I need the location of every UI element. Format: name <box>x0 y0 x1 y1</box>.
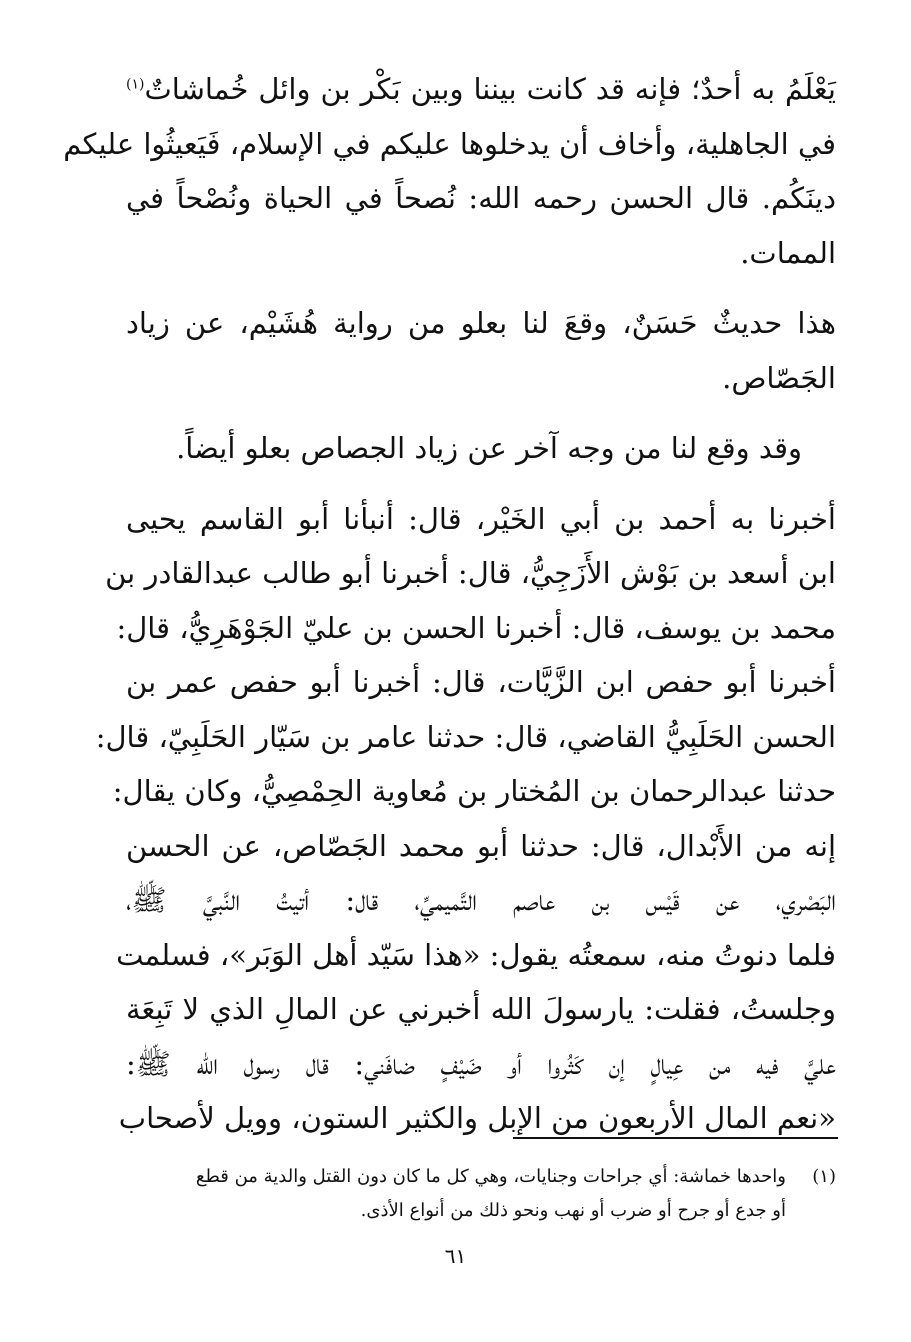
text-line: إنه من الأَبْدال، قال: حدثنا أبو محمد الجَصّاص، عن الحسن <box>126 828 836 863</box>
footnote-reference[interactable]: (١) <box>126 76 145 93</box>
text-line: وقد وقع لنا من وجه آخر عن زياد الجصاص بعلو أيضاً. <box>176 431 802 465</box>
text-line: حدثنا عبدالرحمان بن المُختار بن مُعاوية الحِمْصِيُّ، وكان يقال: <box>112 774 836 808</box>
text-line: في الجاهلية، وأخاف أن يدخلوها عليكم في الإسلام، فَيَعيثُوا عليكم <box>63 126 836 161</box>
footnote-line <box>116 1194 836 1228</box>
footnote-text: واحدها خماشة: أي جراحات وجنايات، وهي كل ما كان دون القتل والدية من قطع <box>195 1166 786 1187</box>
text-line: الجَصّاص. <box>722 360 836 395</box>
text-line: ابن أسعد بن بَوْش الأَزَجِيُّ، قال: أخبرنا أبو طالب عبدالقادر بن <box>105 556 836 590</box>
footnote-text: أو جدع أو جرح أو ضرب أو نهب ونحو ذلك من أنواع الأذى. <box>360 1200 786 1221</box>
text-line: فلما دنوتُ منه، سمعتُه يقول: «هذا سَيّد أهل الوَبَر»، فسلمت <box>116 937 836 972</box>
main-text <box>63 62 836 1146</box>
text-line: هذا حديثٌ حَسَنٌ، وقعَ لنا بعلو من رواية هُشَيْم، عن زياد <box>126 306 836 340</box>
footnote-number: (١) <box>812 1166 836 1187</box>
paragraph-1 <box>63 62 836 280</box>
footnote-divider <box>513 1137 838 1139</box>
text-line: «نعم المال الأربعون من الإبل والكثير الستون، وويل لأصحاب <box>118 1101 836 1135</box>
paragraph-4 <box>95 492 836 1146</box>
text-line: أخبرنا به أحمد بن أبي الخَيْر، قال: أنبأنا أبو القاسم يحيى <box>126 501 836 536</box>
text-line: الحسن الحَلَبِيُّ القاضي، قال: حدثنا عامر بن سَيّار الحَلَبِيّ، قال: <box>95 719 836 754</box>
paragraph-2 <box>126 296 836 405</box>
text-line: الممات. <box>740 235 836 270</box>
text-line: محمد بن يوسف، قال: أخبرنا الحسن بن عليّ الجَوْهَرِيُّ، قال: <box>116 610 836 645</box>
text-line: يَعْلَمُ به أحدٌ؛ فإنه قد كانت بيننا وبين بَكْر بن وائل خُماشاتٌ$^{(١)}$ <box>126 72 836 106</box>
text-line: البَصْري، عن قَيْس بن عاصم التَّميميِّ، قال: أتيتُ النَّبيَّ ﷺ، <box>126 883 836 917</box>
page-number: ٦١ <box>444 1244 467 1268</box>
text-line: وجلستُ، فقلت: يارسولَ الله أخبرني عن المالِ الذي لا تَبِعَة <box>126 992 836 1026</box>
text-line: دينَكُم. قال الحسن رحمه الله: نُصحاً في الحياة ونُصْحاً في <box>126 181 836 215</box>
paragraph-3 <box>126 421 836 476</box>
footnote-line <box>116 1160 836 1194</box>
text-line: عليَّ فيه من عِيالٍ إن كَثُروا أو ضَيْفٍ ضافَني: قال رسول الله ﷺ: <box>126 1046 836 1081</box>
text-line: أخبرنا أبو حفص ابن الزَّيَّات، قال: أخبرنا أبو حفص عمر بن <box>126 665 836 699</box>
footnote <box>116 1160 836 1228</box>
